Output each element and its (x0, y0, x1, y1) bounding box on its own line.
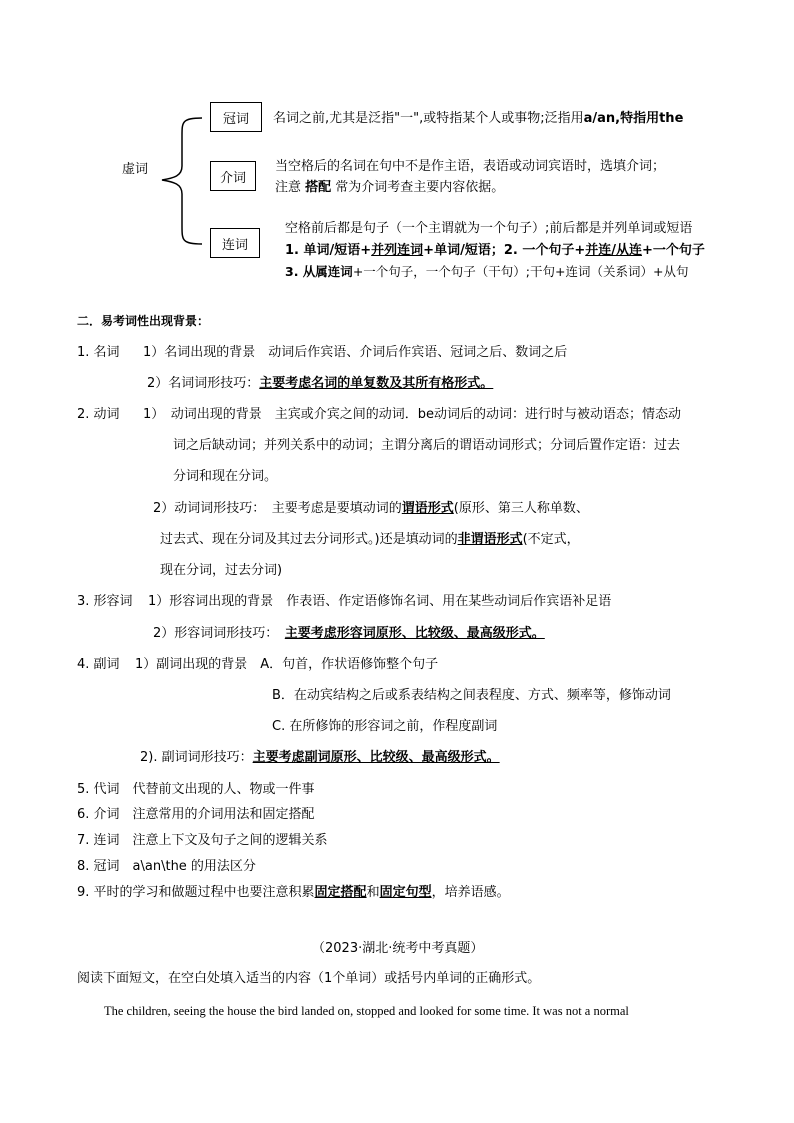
conjunction-line2-b: 并列连词 (371, 243, 424, 258)
habit-bold-2: 固定句型 (379, 885, 432, 900)
habit-mid: 和 (366, 885, 380, 900)
adverb-tip-prefix: 2). 副词词形技巧： (140, 750, 253, 765)
article-box: 冠词 (210, 102, 262, 132)
noun-tip-bold: 主要考虑名词的单复数及其所有格形式。 (259, 376, 494, 391)
adjective-tip-prefix: 2）形容词词形技巧： (153, 626, 285, 641)
adjective-background: 1）形容词出现的背景 作表语、作定语修饰名词、用在某些动词后作宾语补足语 (148, 594, 612, 609)
noun-tip (147, 376, 493, 392)
conjunction-line2-c: +单词/短语；2. 一个句子+ (423, 243, 586, 258)
article-description (273, 111, 683, 127)
verb-tip-1 (153, 501, 589, 517)
habit-bold-1: 固定搭配 (314, 885, 367, 900)
exam-instruction: 阅读下面短文，在空白处填入适当的内容（1个单词）或括号内单词的正确形式。 (77, 971, 541, 986)
conjunction-line1: 空格前后都是句子（一个主谓就为一个句子）;前后都是并列单词或短语 (285, 221, 693, 236)
conjunction-line2-e: +一个句子 (641, 243, 705, 258)
noun-label: 1. 名词 (77, 345, 120, 360)
noun-tip-prefix: 2）名词词形技巧： (147, 376, 260, 391)
verb-tip2-suffix: (不定式， (522, 532, 580, 547)
preposition-line2-suffix: 常为介词考查主要内容依据。 (331, 180, 505, 195)
adverb-background-c: C. 在所修饰的形容词之前，作程度副词 (272, 719, 498, 734)
preposition-line2-bold: 搭配 (305, 180, 332, 195)
adverb-tip (140, 750, 500, 766)
conjunction-line2-d: 并连/从连 (585, 243, 642, 258)
verb-background-1: 1） 动词出现的背景 主宾或介宾之间的动词．be动词后的动词：进行时与被动语态；情态动 (143, 407, 682, 422)
verb-tip-2 (160, 532, 580, 548)
conjunction-line2 (285, 243, 705, 259)
exam-source: （2023·湖北·统考中考真题） (312, 941, 484, 956)
conjunction-line3 (285, 264, 688, 279)
brace-icon (158, 116, 208, 246)
conjunction-line3-b: +一个句子，一个句子（干句）;干句+连词（关系词）+从句 (352, 264, 689, 279)
noun-background: 1）名词出现的背景 动词后作宾语、介词后作宾语、冠词之后、数词之后 (143, 345, 568, 360)
adjective-tip-bold: 主要考虑形容词原形、比较级、最高级形式。 (284, 626, 545, 641)
exam-passage: The children, seeing the house the bird landed on, stopped and looked for some time. It was not a normal (104, 1004, 629, 1018)
verb-tip2-bold: 非谓语形式 (457, 532, 523, 547)
conjunction-line2-a: 1. 单词/短语+ (285, 243, 372, 258)
pronoun-item: 5. 代词 代替前文出现的人、物或一件事 (77, 782, 315, 797)
conjunction-line3-a: 3. 从属连词 (285, 264, 353, 279)
preposition-line1: 当空格后的名词在句中不是作主语，表语或动词宾语时，选填介词； (275, 159, 666, 174)
preposition-item: 6. 介词 注意常用的介词用法和固定搭配 (77, 807, 315, 822)
habit-suffix: ，培养语感。 (431, 885, 510, 900)
verb-tip1-prefix: 2）动词词形技巧： 主要考虑是要填动词的 (153, 501, 402, 516)
verb-tip1-suffix: (原形、第三人称单数、 (453, 501, 589, 516)
verb-background-2: 词之后缺动词；并列关系中的动词；主谓分离后的谓语动词形式；分词后置作定语：过去 (173, 438, 681, 453)
verb-label: 2. 动词 (77, 407, 120, 422)
adverb-label: 4. 副词 (77, 657, 120, 672)
habit-item (77, 885, 510, 901)
conjunction-box: 连词 (210, 228, 260, 258)
verb-tip1-bold: 谓语形式 (401, 501, 454, 516)
adjective-tip (153, 626, 545, 642)
adverb-tip-bold: 主要考虑副词原形、比较级、最高级形式。 (252, 750, 500, 765)
verb-background-3: 分词和现在分词。 (173, 469, 278, 484)
adverb-background-b: B．在动宾结构之后或系表结构之间表程度、方式、频率等，修饰动词 (272, 688, 671, 703)
article-desc-bold: a/an,特指用the (583, 111, 684, 126)
adjective-label: 3. 形容词 (77, 594, 133, 609)
preposition-line2 (275, 180, 504, 196)
verb-tip-3: 现在分词，过去分词) (160, 563, 283, 578)
section-title: 二．易考词性出现背景： (77, 314, 210, 328)
diagram-root-label: 虚词 (122, 162, 149, 177)
habit-prefix: 9. 平时的学习和做题过程中也要注意积累 (77, 885, 315, 900)
article-desc-text: 名词之前,尤其是泛指"一",或特指某个人或事物;泛指用 (273, 111, 584, 126)
verb-tip2-prefix: 过去式、现在分词及其过去分词形式。)还是填动词的 (160, 532, 458, 547)
conjunction-item: 7. 连词 注意上下文及句子之间的逻辑关系 (77, 833, 328, 848)
preposition-box: 介词 (210, 161, 256, 191)
adverb-background-a: 1）副词出现的背景 A．句首，作状语修饰整个句子 (135, 657, 439, 672)
article-item: 8. 冠词 a\an\the 的用法区分 (77, 859, 256, 874)
preposition-line2-prefix: 注意 (275, 180, 306, 195)
